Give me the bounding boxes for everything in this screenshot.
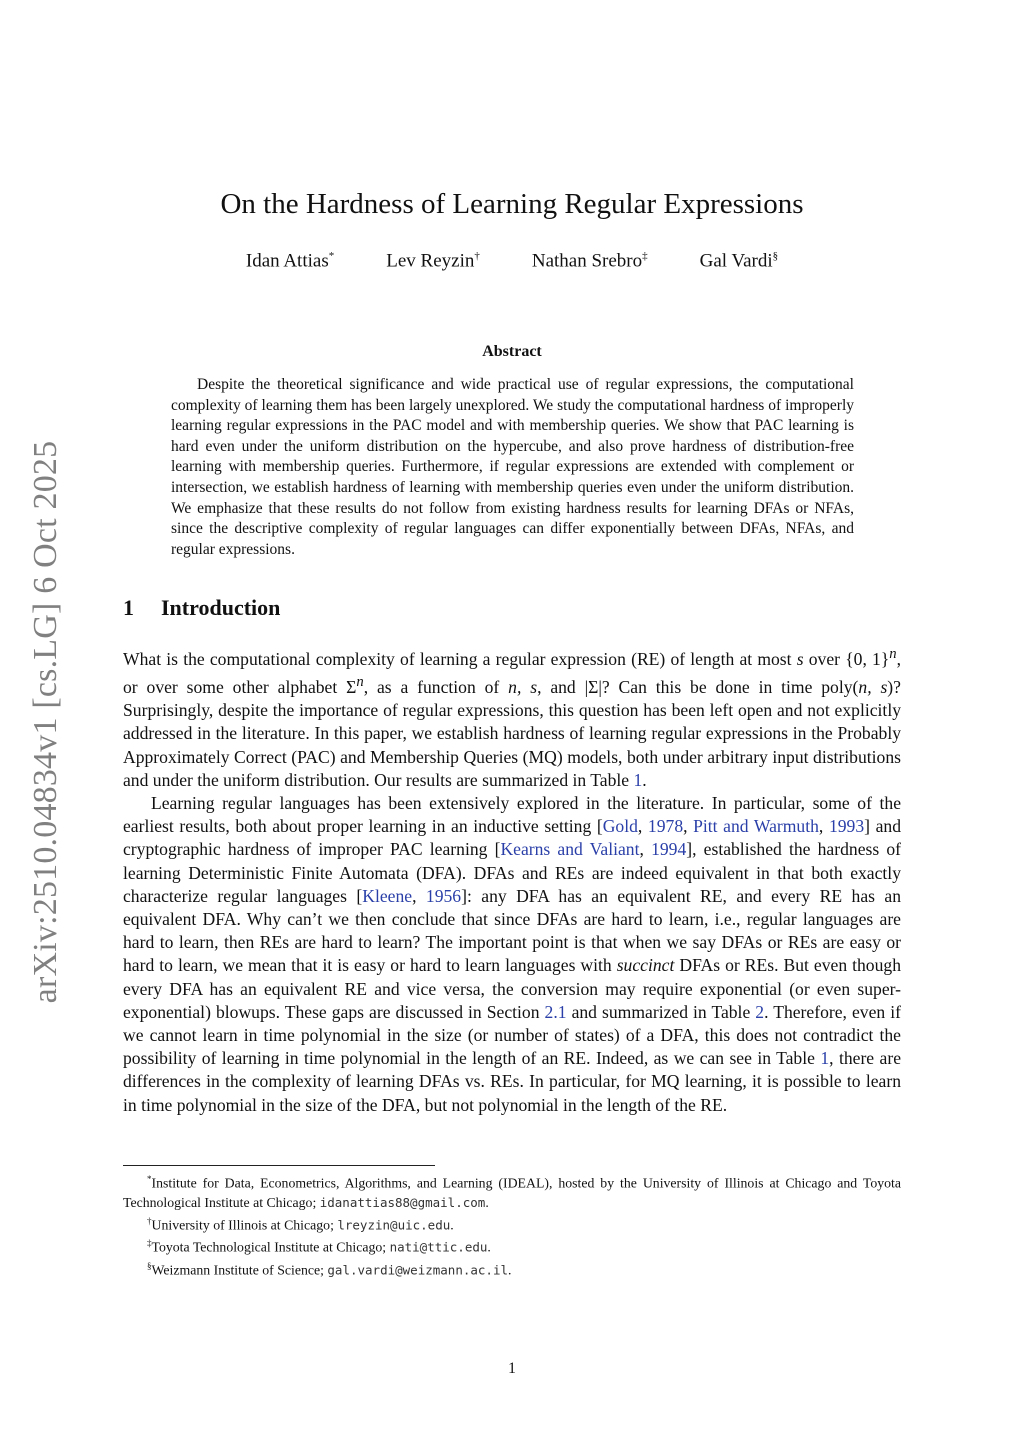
section-reference-link[interactable]: 2.1 [544,1001,567,1022]
footnote: ‡Toyota Technological Institute at Chicago; nati@ttic.edu. [147,1238,491,1255]
citation-link[interactable]: Gold [602,816,638,837]
citation-link[interactable]: 1993 [828,816,865,837]
section-heading: 1 Introduction [123,595,281,620]
page-number: 1 [508,1360,516,1377]
table-reference-link[interactable]: 1 [633,769,643,790]
footnote: †University of Illinois at Chicago; lreyzin@uic.edu. [147,1215,454,1233]
author: Lev Reyzin† [386,250,480,272]
table-reference-link[interactable]: 1 [820,1048,830,1069]
email-link[interactable]: lreyzin@uic.edu [337,1217,451,1233]
table-reference-link[interactable]: 2 [755,1001,765,1022]
footnote: §Weizmann Institute of Science; gal.vardi@weizmann.ac.il. [147,1260,512,1278]
email-link[interactable]: idanattias88@gmail.com [319,1194,486,1210]
citation-link[interactable]: 1994 [651,839,687,860]
citation-link[interactable]: Kleene [362,885,413,906]
author: Nathan Srebro‡ [531,250,648,272]
author-list [0,250,1024,272]
body-text [123,643,901,1117]
citation-link[interactable]: 1978 [647,816,684,837]
citation-link[interactable]: Kearns and Valiant [500,839,640,860]
citation-link[interactable]: Pitt and Warmuth [693,816,819,837]
footnotes [123,1170,901,1279]
paragraph: Learning regular languages has been extensively explored in the literature. In particular, some of the earliest results, both about proper learning in an inductive setting [Gold, 1978, Pitt and Warmuth, 1993] and cryptographic hardness of improper PAC learning [Kearns and Valiant, 1994], established the hardness of learning Deterministic Finite Automata (DFA). DFAs and REs are indeed equivalent in that both exactly characterize regular languages [Kleene, 1956]: any DFA has an equivalent RE, and every RE has an equivalent DFA. Why can’t we then conclude that since DFAs are hard to learn, i.e., regular languages are hard to learn, then REs are hard to learn? The important point is that when we say DFAs or REs are easy or hard to learn, we mean that it is easy or hard to learn languages with succinct DFAs or REs. But even though every DFA has an equivalent RE and vice versa, the conversion may require exponential (or even super-exponential) blowups. These gaps are discussed in Section 2.1 and summarized in Table 2. Therefore, even if we cannot learn in time polynomial in the size (or number of states) of a DFA, this does not contradict the possibility of learning in time polynomial in the length of an RE. Indeed, as we can see in Table 1, there are differences in the complexity of learning DFAs vs. REs. In particular, for MQ learning, it is possible to learn in time polynomial in the size of the DFA, but not polynomial in the length of the RE. [123,792,902,1115]
email-link[interactable]: gal.vardi@weizmann.ac.il [327,1262,509,1278]
paper-title: On the Hardness of Learning Regular Expressions [220,188,804,220]
footnote: *Institute for Data, Econometrics, Algorithms, and Learning (IDEAL), hosted by the University of Illinois at Chicago and Toyota Technological Institute at Chicago; idanattias88@gmail.com. [123,1174,901,1210]
footnote-divider [123,1165,435,1166]
abstract-text: Despite the theoretical significance and wide practical use of regular expressions, the computational complexity of learning them has been largely unexplored. We study the computational hardness of improperly learning regular expressions in the PAC model and with membership queries. We show that PAC learning is hard even under the uniform distribution on the hypercube, and also prove hardness of distribution-free learning with membership queries. Furthermore, if regular expressions are extended with complement or intersection, we establish hardness of learning with membership queries even under the uniform distribution. We emphasize that these results do not follow from existing hardness results for learning DFAs or NFAs, since the descriptive complexity of regular languages can differ exponentially between DFAs, NFAs, and regular expressions. [171,376,854,558]
abstract-heading: Abstract [482,343,542,360]
author: Gal Vardi§ [699,250,779,272]
author: Idan Attias* [245,250,335,272]
email-link[interactable]: nati@ttic.edu [389,1239,488,1255]
arxiv-identifier: arXiv:2510.04834v1 [cs.LG] 6 Oct 2025 [27,440,64,1004]
paragraph: What is the computational complexity of learning a regular expression (RE) of length at most s over {0, 1}$^n$, or over some other alphabet $\Sigma^n$, as a function of n, s, and |Σ|? Can this be done in time poly(n, s)? Surprisingly, despite the importance of regular expressions, this question has been left open and not explicitly addressed in the literature. In this paper, we establish hardness of learning regular expressions in the Probably Approximately Correct (PAC) and Membership Queries (MQ) models, both under arbitrary input distributions and under the uniform distribution. Our results are summarized in Table 1. [123,646,901,790]
citation-link[interactable]: 1956 [425,885,462,906]
